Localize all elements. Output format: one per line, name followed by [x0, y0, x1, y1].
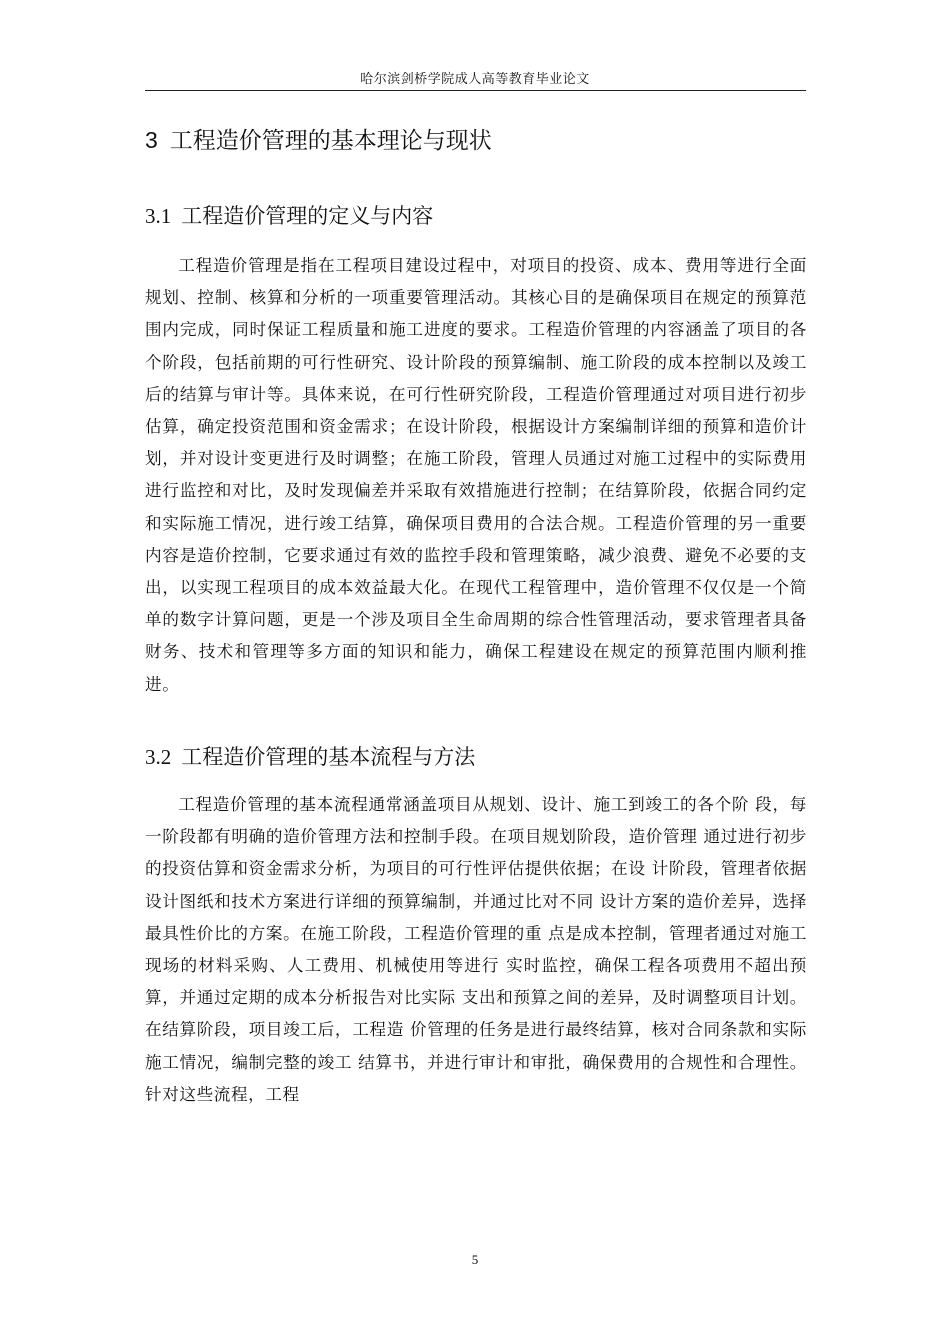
- section-title: 工程造价管理的定义与内容: [181, 204, 434, 228]
- chapter-heading: [145, 122, 492, 155]
- section-title: 工程造价管理的基本流程与方法: [181, 745, 476, 769]
- body-paragraph: 工程造价管理的基本流程通常涵盖项目从规划、设计、施工到竣工的各个阶 段，每一阶段都有明确的造价管理方法和控制手段。在项目规划阶段，造价管理 通过进行初步的投资估算和资金需求分析，为项目的可行性评估提供依据；在设 计阶段，管理者依据设计图纸和技术方案进行详细的预算编制，并通过比对不同 设计方案的造价差异，选择最具性价比的方案。在施工阶段，工程造价管理的重 点是成本控制，管理者通过对施工现场的材料采购、人工费用、机械使用等进行 实时监控，确保工程各项费用不超出预算，并通过定期的成本分析报告对比实际 支出和预算之间的差异，及时调整项目计划。在结算阶段，项目竣工后，工程造 价管理的任务是进行最终结算，核对合同条款和实际施工情况，编制完整的竣工 结算书，并进行审计和审批，确保费用的合规性和合理性。针对这些流程，工程: [145, 795, 807, 1104]
- chapter-number: 3: [145, 127, 158, 153]
- page-number: 5: [471, 1252, 479, 1267]
- section-heading: [145, 741, 475, 771]
- page-header: 哈尔滨剑桥学院成人高等教育毕业论文: [360, 72, 590, 87]
- body-paragraph: 工程造价管理是指在工程项目建设过程中，对项目的投资、成本、费用等进行全面规划、控制、核算和分析的一项重要管理活动。其核心目的是确保项目在规定的预算范围内完成，同时保证工程质量和施工进度的要求。工程造价管理的内容涵盖了项目的各个阶段，包括前期的可行性研究、设计阶段的预算编制、施工阶段的成本控制以及竣工后的结算与审计等。具体来说，在可行性研究阶段，工程造价管理通过对项目进行初步估算，确定投资范围和资金需求；在设计阶段，根据设计方案编制详细的预算和造价计划，并对设计变更进行及时调整；在施工阶段，管理人员通过对施工过程中的实际费用进行监控和对比，及时发现偏差并采取有效措施进行控制；在结算阶段，依据合同约定和实际施工情况，进行竣工结算，确保项目费用的合法合规。工程造价管理的另一重要内容是造价控制，它要求通过有效的监控手段和管理策略，减少浪费、避免不必要的支出，以实现工程项目的成本效益最大化。在现代工程管理中，造价管理不仅仅是一个简单的数字计算问题，更是一个涉及项目全生命周期的综合性管理活动，要求管理者具备财务、技术和管理等多方面的知识和能力，确保工程建设在规定的预算范围内顺利推进。: [145, 256, 807, 694]
- header-divider: [145, 90, 806, 91]
- section-number: 3.1: [145, 204, 172, 228]
- chapter-title: 工程造价管理的基本理论与现状: [169, 128, 492, 154]
- section-number: 3.2: [145, 745, 172, 769]
- section-heading: [145, 200, 433, 230]
